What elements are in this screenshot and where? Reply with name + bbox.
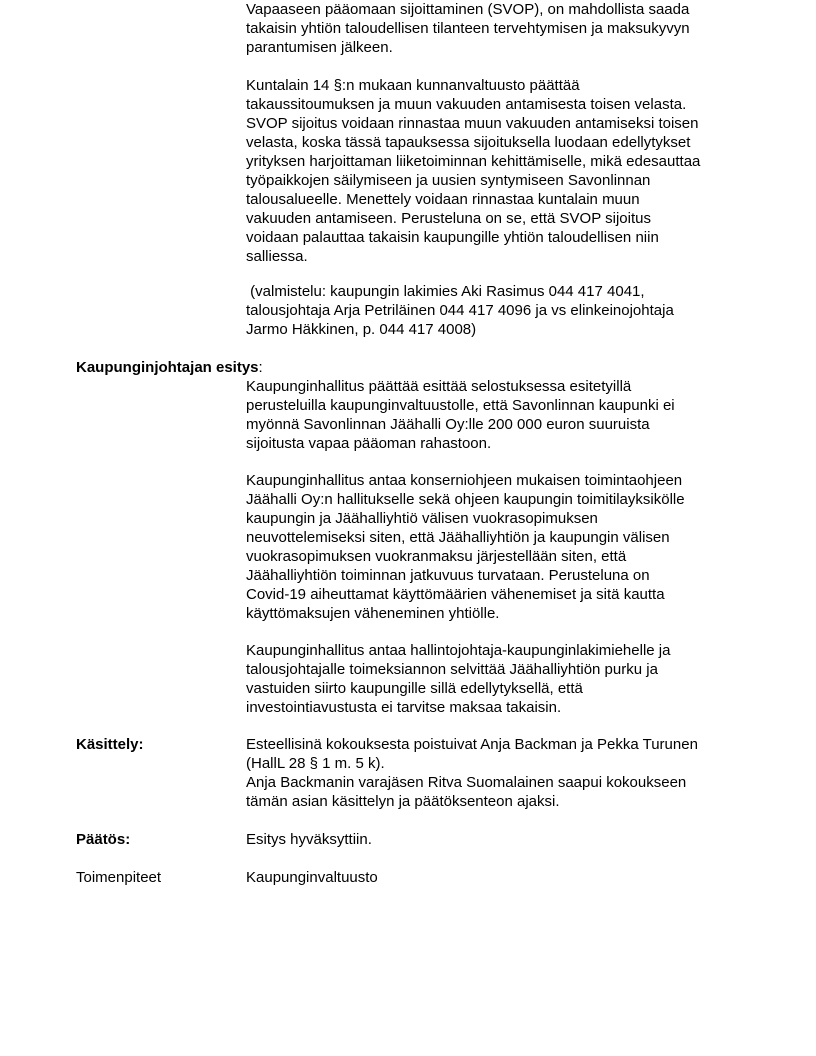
text-line: perusteluilla kaupunginvaltuustolle, että Savonlinnan kaupunki ei xyxy=(246,397,675,414)
text-line: käyttömaksujen väheneminen yhtiölle. xyxy=(246,605,500,622)
text-line: myönnä Savonlinnan Jäähalli Oy:lle 200 000 euron suuruista xyxy=(246,416,650,433)
text-line: kaupungin ja Jäähalliyhtiö välisen vuokrasopimuksen xyxy=(246,510,598,527)
municipal-law-paragraph xyxy=(246,76,746,266)
text-line: yrityksen harjoittaman liiketoiminnan kehittämiselle, mikä edesauttaa xyxy=(246,153,701,170)
proposal-paragraph-1 xyxy=(246,377,746,453)
text-line: Anja Backmanin varajäsen Ritva Suomalainen saapui kokoukseen xyxy=(246,774,687,791)
text-line: Jäähalliyhtiön toiminnan jatkuvuus turvataan. Perusteluna on xyxy=(246,567,650,584)
preparation-contacts-paragraph xyxy=(246,282,746,339)
text-line: (HallL 28 § 1 m. 5 k). xyxy=(246,755,385,772)
handling-label: Käsittely: xyxy=(76,736,144,753)
text-line: SVOP sijoitus voidaan rinnastaa muun vakuuden antamiseksi toisen xyxy=(246,115,699,132)
text-line: investointiavustusta ei tarvitse maksaa takaisin. xyxy=(246,699,562,716)
proposal-paragraph-3 xyxy=(246,641,746,717)
proposal-label-bold: Kaupunginjohtajan esitys xyxy=(76,359,259,376)
text-line: työpaikkojen säilymiseen ja uusien syntymiseen Savonlinnan xyxy=(246,172,651,189)
decision-text: Esitys hyväksyttiin. xyxy=(246,831,372,848)
proposal-label-colon: : xyxy=(258,359,263,376)
text-line: Covid-19 aiheuttamat käyttömäärien vähenemiset ja sitä kautta xyxy=(246,586,665,603)
text-line: Esteellisinä kokouksesta poistuivat Anja Backman ja Pekka Turunen xyxy=(246,736,698,753)
text-line: Kuntalain 14 §:n mukaan kunnanvaltuusto päättää xyxy=(246,77,580,94)
text-line: vastuiden siirto kaupungille sillä edellytyksellä, että xyxy=(246,680,583,697)
text-line: Vapaaseen pääomaan sijoittaminen (SVOP), on mahdollista saada xyxy=(246,1,690,18)
actions-label: Toimenpiteet xyxy=(76,869,162,886)
text-line: salliessa. xyxy=(246,248,308,265)
text-line: takaisin yhtiön taloudellisen tilanteen tervehtymisen ja maksukyvyn xyxy=(246,20,690,37)
text-line: Jarmo Häkkinen, p. 044 417 4008) xyxy=(246,321,477,338)
text-line: Jäähalli Oy:n hallitukselle sekä ohjeen kaupungin toimitilayksikölle xyxy=(246,491,685,508)
svop-return-paragraph xyxy=(246,0,746,57)
text-line: vuokrasopimuksen vuokranmaksu järjestellään siten, että xyxy=(246,548,627,565)
decision-label: Päätös: xyxy=(76,831,131,848)
actions-text: Kaupunginvaltuusto xyxy=(246,869,378,886)
text-line: vakuuden antamiseen. Perusteluna on se, että SVOP sijoitus xyxy=(246,210,651,227)
proposal-paragraph-2 xyxy=(246,471,746,623)
text-line: sijoitusta vapaa pääoman rahastoon. xyxy=(246,435,492,452)
text-line: Kaupunginhallitus päättää esittää selostuksessa esitetyillä xyxy=(246,378,632,395)
text-line: Kaupunginhallitus antaa konserniohjeen mukaisen toimintaohjeen xyxy=(246,472,683,489)
handling-text xyxy=(246,735,746,811)
text-line: takaussitoumuksen ja muun vakuuden antamisesta toisen velasta. xyxy=(246,96,687,113)
text-line: velasta, koska tässä tapauksessa sijoituksella luodaan edellytykset xyxy=(246,134,691,151)
text-line: parantumisen jälkeen. xyxy=(246,39,393,56)
text-line: tämän asian käsittelyn ja päätöksenteon ajaksi. xyxy=(246,793,560,810)
text-line: voidaan palauttaa takaisin kaupungille yhtiön taloudellisen niin xyxy=(246,229,659,246)
text-line: (valmistelu: kaupungin lakimies Aki Rasimus 044 417 4041, xyxy=(246,283,645,300)
text-line: Kaupunginhallitus antaa hallintojohtaja-kaupunginlakimiehelle ja xyxy=(246,642,671,659)
proposal-label xyxy=(76,358,263,377)
text-line: talousalueelle. Menettely voidaan rinnastaa kuntalain muun xyxy=(246,191,640,208)
text-line: talousjohtaja Arja Petriläinen 044 417 4096 ja vs elinkeinojohtaja xyxy=(246,302,674,319)
text-line: talousjohtajalle toimeksiannon selvittää Jäähalliyhtiön purku ja xyxy=(246,661,658,678)
text-line: neuvottelemiseksi siten, että Jäähalliyhtiön ja kaupungin välisen xyxy=(246,529,670,546)
